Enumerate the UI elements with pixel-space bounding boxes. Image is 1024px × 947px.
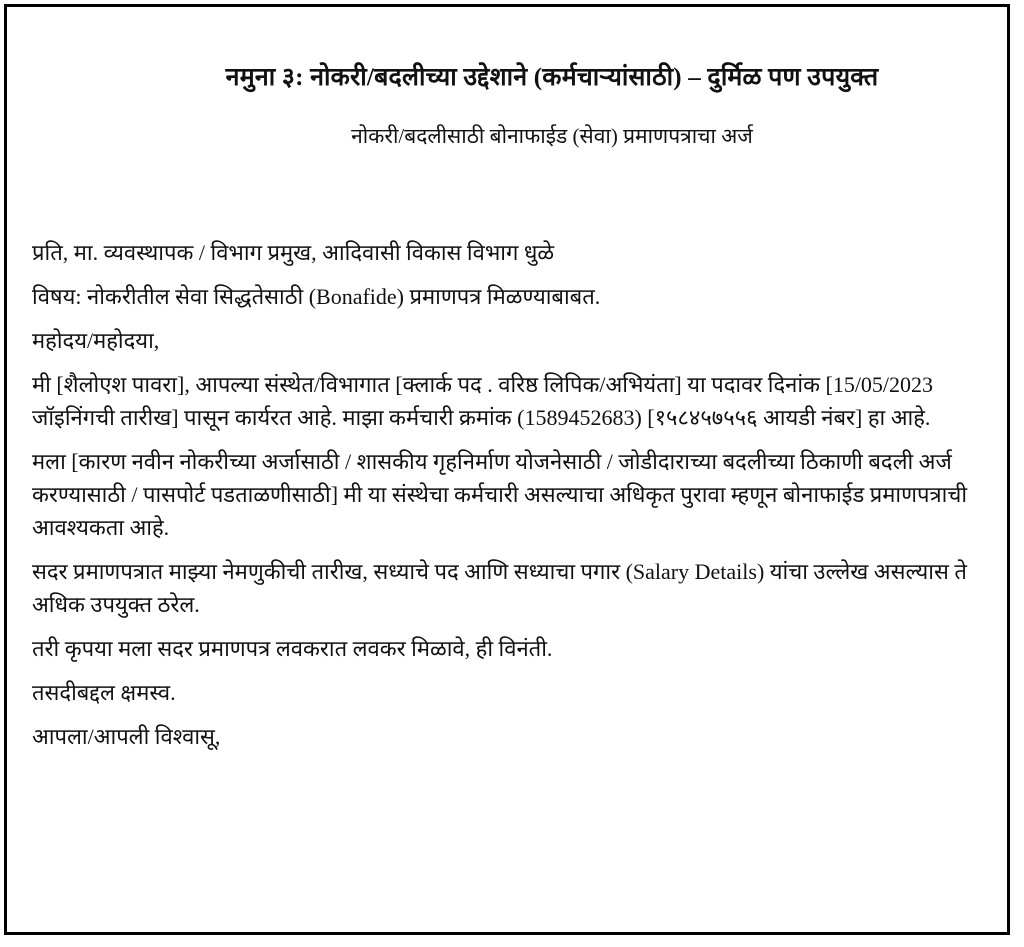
subject-line: विषय: नोकरीतील सेवा सिद्धतेसाठी (Bonafide) प्रमाणपत्र मिळण्याबाबत. <box>32 284 601 309</box>
recipient-line: प्रति, मा. व्यवस्थापक / विभाग प्रमुख, आदिवासी विकास विभाग धुळे <box>32 240 555 265</box>
letter-body <box>32 236 1001 764</box>
apology-line: तसदीबद्दल क्षमस्व. <box>32 680 176 705</box>
paragraph-certificate-contents: सदर प्रमाणपत्रात माझ्या नेमणुकीची तारीख, सध्याचे पद आणि सध्याचा पगार (Salary Details) यांचा उल्लेख असल्यास ते अधिक उपयुक्त ठरेल. <box>32 559 967 617</box>
paragraph-reason: मला [कारण नवीन नोकरीच्या अर्जासाठी / शासकीय गृहनिर्माण योजनेसाठी / जोडीदाराच्या बदलीच्या ठिकाणी बदली अर्ज करण्यासाठी / पासपोर्ट पडताळणीसाठी] मी या संस्थेचा कर्मचारी असल्याचा अधिकृत पुरावा म्हणून बोनाफाईड प्रमाणपत्राची आवश्यकता आहे. <box>32 449 968 540</box>
document-title: नमुना ३: नोकरी/बदलीच्या उद्देशाने (कर्मचाऱ्यांसाठी) – दुर्मिळ पण उपयुक्त <box>225 64 879 91</box>
request-line: तरी कृपया मला सदर प्रमाणपत्र लवकरात लवकर मिळावे, ही विनंती. <box>32 636 553 661</box>
document-frame <box>4 4 1010 935</box>
paragraph-employment-details: मी [शैलोएश पावरा], आपल्या संस्थेत/विभागात [क्लार्क पद . वरिष्ठ लिपिक/अभियंता] या पदावर दिनांक [15/05/2023 जॉइनिंगची तारीख] पासून कार्यरत आहे. माझा कर्मचारी क्रमांक (1589452683) [१५८४५७५५६ आयडी नंबर] हा आहे. <box>32 372 934 430</box>
closing-line: आपला/आपली विश्वासू, <box>32 724 221 749</box>
document-subtitle: नोकरी/बदलीसाठी बोनाफाईड (सेवा) प्रमाणपत्राचा अर्ज <box>351 124 753 148</box>
salutation: महोदय/महोदया, <box>32 328 160 353</box>
